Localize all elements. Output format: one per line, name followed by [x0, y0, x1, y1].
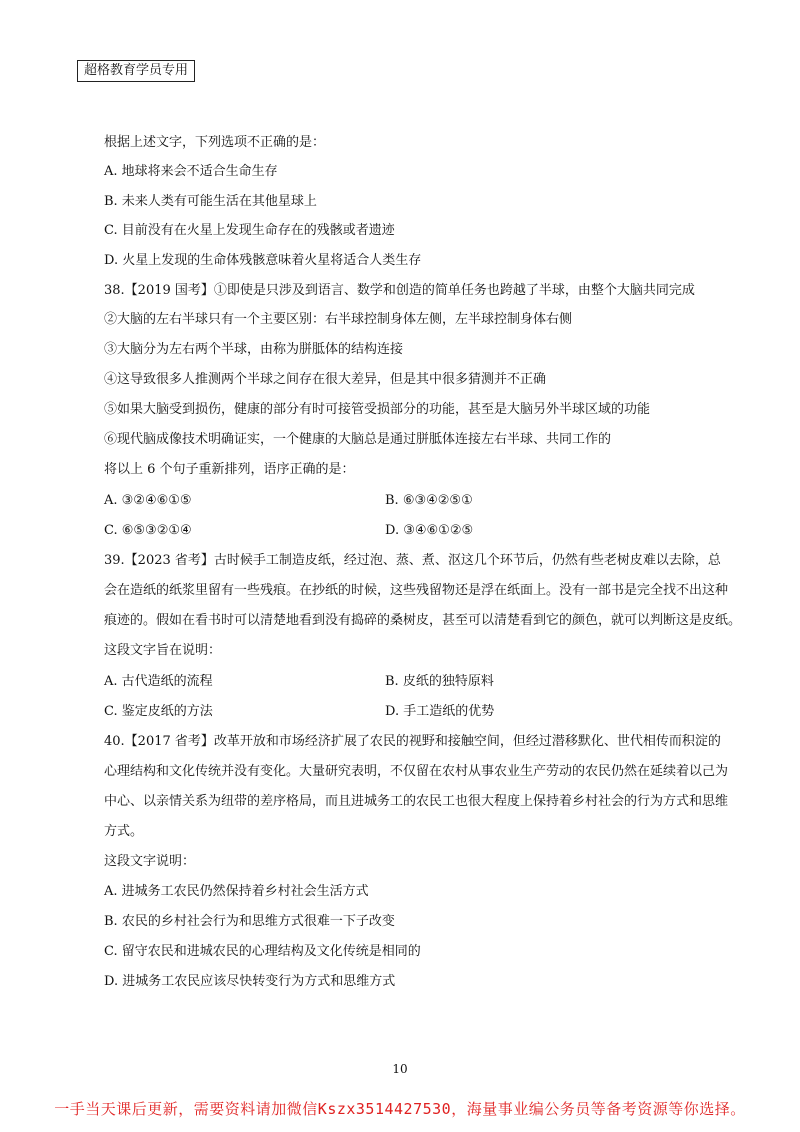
question-39-prompt: 这段文字旨在说明：	[104, 643, 222, 658]
option-a: A. ③②④⑥①⑤	[104, 493, 192, 508]
option-a: A. 古代造纸的流程	[104, 674, 213, 689]
question-38-prompt: 将以上 6 个句子重新排列，语序正确的是：	[104, 462, 355, 477]
question-40-line: 心理结构和文化传统并没有变化。大量研究表明，不仅留在农村从事农业生产劳动的农民仍然在延续着以己为	[104, 764, 729, 779]
footer-banner: 一手当天课后更新，需要资料请加微信Kszx3514427530，海量事业编公务员等备考资源等你选择。	[54, 1100, 746, 1118]
question-38-line: ③大脑分为左右两个半球，由称为胼胝体的结构连接	[104, 342, 404, 357]
question-40-line: 方式。	[104, 824, 144, 839]
option-d: D. 进城务工农民应该尽快转变行为方式和思维方式	[104, 974, 396, 989]
option-b: B. ⑥③④②⑤①	[385, 493, 473, 508]
page-number: 10	[392, 1062, 408, 1076]
option-b: B. 农民的乡村社会行为和思维方式很难一下子改变	[104, 914, 395, 929]
question-39-line: 39.【2023 省考】古时候手工制造皮纸，经过泡、蒸、煮、沤这几个环节后，仍然有些老树皮难以去除，总	[104, 553, 721, 568]
question-39-line: 会在造纸的纸浆里留有一些残痕。在抄纸的时候，这些残留物还是浮在纸面上。没有一部书是完全找不出这种	[104, 583, 729, 598]
question-40-line: 40.【2017 省考】改革开放和市场经济扩展了农民的视野和接触空间，但经过潜移默化、世代相传而积淀的	[104, 734, 721, 749]
option-c: C. 留守农民和进城农民的心理结构及文化传统是相同的	[104, 944, 421, 959]
option-d: D. ③④⑥①②⑤	[385, 523, 474, 538]
question-40-line: 中心、以亲情关系为纽带的差序格局，而且进城务工的农民工也很大程度上保持着乡村社会的行为方式和思维	[104, 794, 729, 809]
option-a: A. 地球将来会不适合生命生存	[104, 164, 278, 179]
question-38-line: ④这导致很多人推测两个半球之间存在很大差异，但是其中很多猜测并不正确	[104, 372, 547, 387]
question-39-line: 痕迹的。假如在看书时可以清楚地看到没有捣碎的桑树皮，甚至可以清楚看到它的颜色，就可以判断这是皮纸。	[104, 613, 742, 628]
question-38-line: ⑤如果大脑受到损伤，健康的部分有时可接管受损部分的功能，甚至是大脑另外半球区域的功能	[104, 402, 651, 417]
question-38-line: ②大脑的左右半球只有一个主要区别：右半球控制身体左侧，左半球控制身体右侧	[104, 312, 573, 327]
option-c: C. ⑥⑤③②①④	[104, 523, 192, 538]
header-label: 超格教育学员专用	[77, 60, 195, 82]
question-stem: 根据上述文字，下列选项不正确的是：	[104, 135, 326, 150]
option-d: D. 手工造纸的优势	[385, 704, 495, 719]
option-d: D. 火星上发现的生命体残骸意味着火星将适合人类生存	[104, 253, 422, 268]
question-40-prompt: 这段文字说明：	[104, 854, 196, 869]
question-38-line: ⑥现代脑成像技术明确证实，一个健康的大脑总是通过胼胝体连接左右半球、共同工作的	[104, 432, 612, 447]
option-b: B. 皮纸的独特原料	[385, 674, 494, 689]
option-c: C. 目前没有在火星上发现生命存在的残骸或者遗迹	[104, 223, 395, 238]
question-38-line: 38.【2019 国考】①即使是只涉及到语言、数学和创造的简单任务也跨越了半球，由整个大脑共同完成	[104, 283, 695, 298]
option-a: A. 进城务工农民仍然保持着乡村社会生活方式	[104, 884, 369, 899]
option-b: B. 未来人类有可能生活在其他星球上	[104, 194, 317, 209]
option-c: C. 鉴定皮纸的方法	[104, 704, 213, 719]
